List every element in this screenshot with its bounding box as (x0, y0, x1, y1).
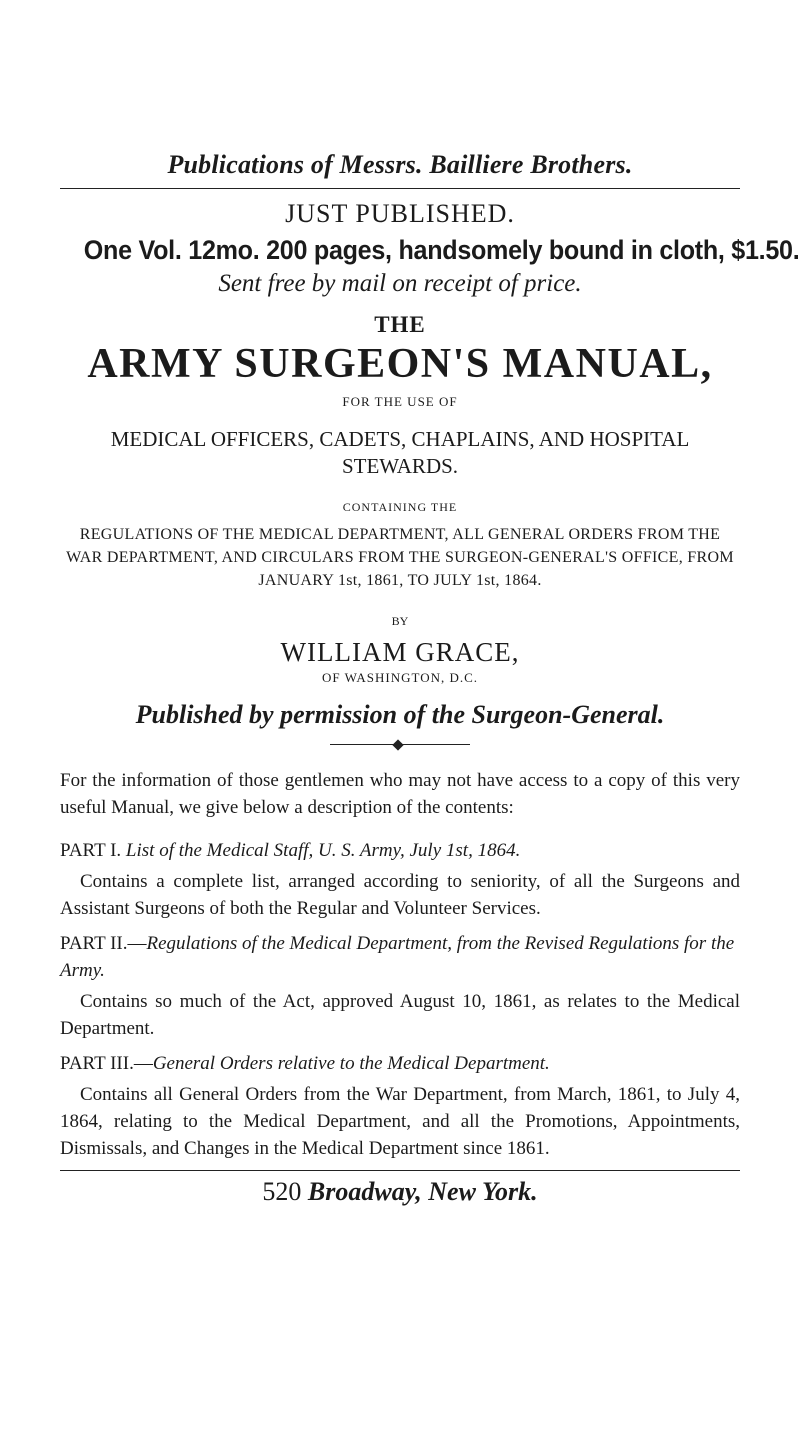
part-2-description: Contains so much of the Act, approved August 10, 1861, as relates to the Medical Department. (60, 991, 740, 1039)
permission-line: Published by permission of the Surgeon-General. (135, 700, 665, 729)
title-article: THE (374, 312, 426, 337)
part-3-heading (60, 1050, 740, 1077)
street-name: Broadway, New York. (307, 1177, 538, 1206)
author-location: OF WASHINGTON, D.C. (321, 670, 479, 685)
footer-rule (60, 1170, 740, 1171)
part-title: General Orders relative to the Medical Department. (152, 1053, 550, 1074)
part-title: Regulations of the Medical Department, from the Revised Regulations for the Army. (60, 933, 735, 981)
part-label: PART III.— (60, 1053, 153, 1074)
page-header-title: Publications of Messrs. Bailliere Brothers. (167, 150, 633, 179)
street-number: 520 (262, 1177, 302, 1206)
just-published-heading: JUST PUBLISHED. (285, 199, 515, 228)
header-rule (60, 188, 740, 189)
part-title: List of the Medical Staff, U. S. Army, July 1st, 1864. (125, 840, 521, 861)
volume-details-line: One Vol. 12mo. 200 pages, handsomely bound in cloth, $1.50. (83, 235, 800, 265)
intro-paragraph: For the information of those gentlemen who may not have access to a copy of this very useful Manual, we give below a description of the contents: (60, 770, 740, 818)
sent-free-line: Sent free by mail on receipt of price. (218, 270, 582, 297)
author-name: WILLIAM GRACE, (280, 637, 520, 667)
part-3-description: Contains all General Orders from the War Department, from March, 1861, to July 4, 1864, relating to the Medical Department, and all the Promotions, Appointments, Dismissals, and Changes in the Medical Department since 1861. (60, 1084, 740, 1159)
book-title: ARMY SURGEON'S MANUAL, (87, 341, 713, 387)
contents-summary: REGULATIONS OF THE MEDICAL DEPARTMENT, ALL GENERAL ORDERS FROM THE WAR DEPARTMENT, AND CIRCULARS FROM THE SURGEON-GENERAL'S OFFICE, FROM JANUARY 1st, 1861, TO JULY 1st, 1864. (66, 526, 734, 589)
by-line: BY (391, 614, 409, 628)
audience-line: MEDICAL OFFICERS, CADETS, CHAPLAINS, AND HOSPITAL STEWARDS. (110, 427, 690, 478)
containing-line: CONTAINING THE (342, 500, 458, 514)
for-use-of-line: FOR THE USE OF (342, 394, 458, 409)
publisher-address (60, 1177, 740, 1207)
part-1-description: Contains a complete list, arranged according to seniority, of all the Surgeons and Assistant Surgeons of both the Regular and Volunteer Services. (60, 871, 740, 919)
part-1-heading (60, 837, 740, 864)
divider-ornament (330, 744, 470, 745)
part-label: PART I. (60, 840, 122, 861)
description-body (60, 767, 740, 1162)
part-label: PART II.— (60, 933, 147, 954)
part-2-heading (60, 930, 740, 984)
